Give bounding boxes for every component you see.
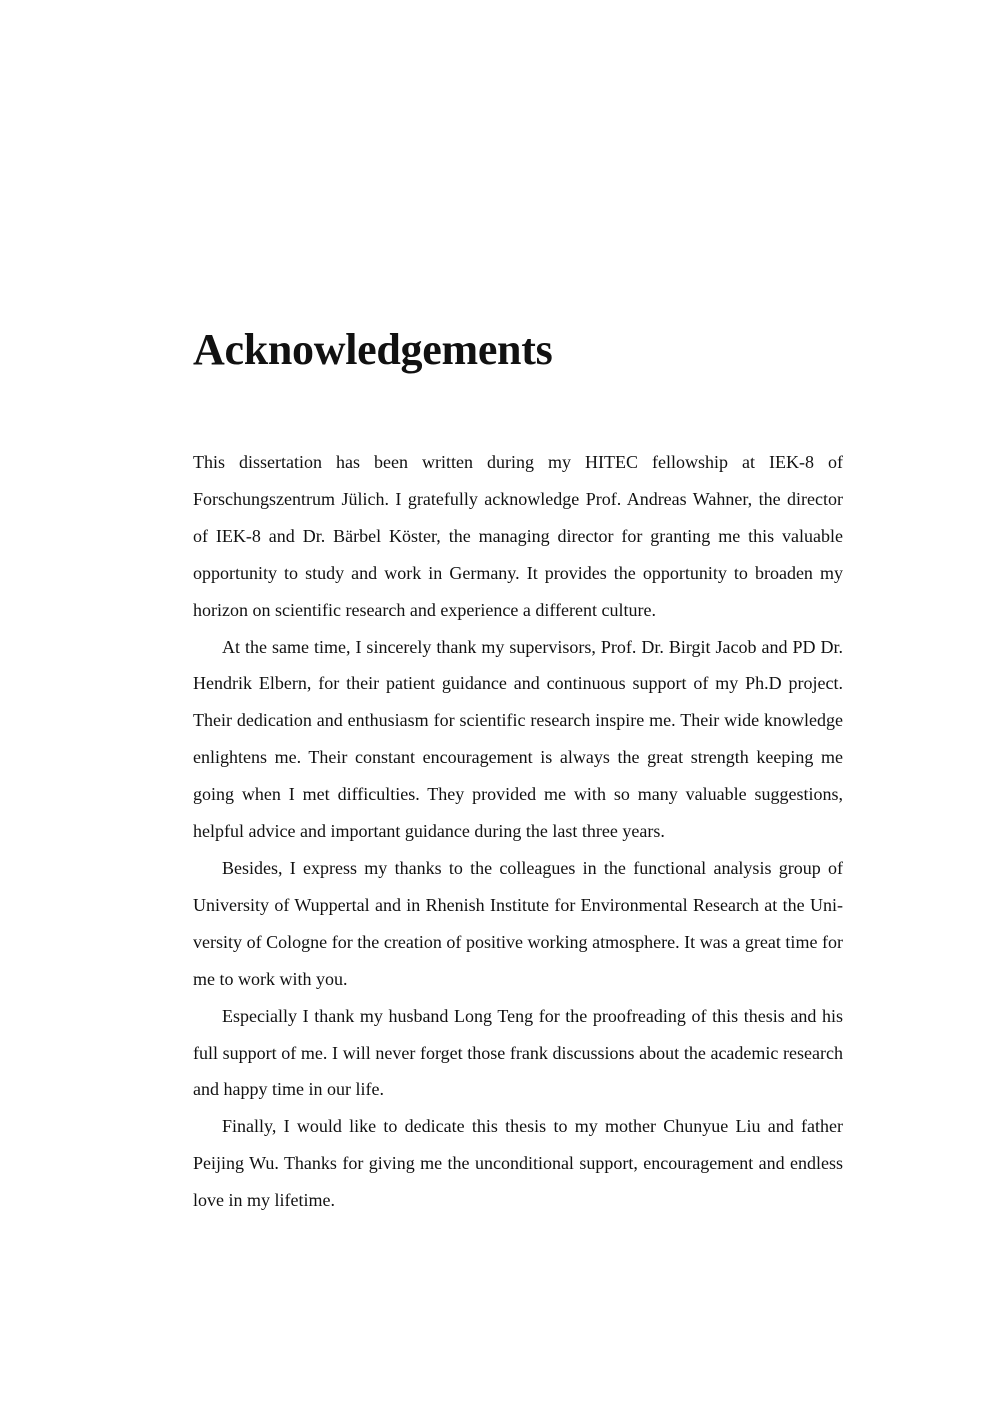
paragraph-3: Besides, I express my thanks to the colleagues in the functional analysis group of University of Wuppertal and in Rhenish Institute for Environmental Research at the University of Cologne for the creation of positive working atmosphere. It was a great time for me to work with you.	[193, 857, 843, 989]
chapter-title: Acknowledgements	[193, 325, 553, 374]
paragraph-1: This dissertation has been written during my HITEC fellowship at IEK-8 of Forschungszentrum Jülich. I gratefully acknowledge Prof. Andreas Wahner, the director of IEK-8 and Dr. Bärbel Köster, the managing director for granting me this valuable opportunity to study and work in Germany. It provides the opportunity to broaden my horizon on scientific research and experience a different culture.	[193, 452, 843, 620]
paragraph-2: At the same time, I sincerely thank my supervisors, Prof. Dr. Birgit Jacob and PD Dr. Hendrik Elbern, for their patient guidance and continuous support of my Ph.D project. Their dedication and enthusiasm for scientific research inspire me. Their wide knowledge enlightens me. Their constant encouragement is always the great strength keeping me going when I met difficulties. They provided me with so many valuable suggestions, helpful advice and important guidance during the last three years.	[193, 636, 843, 842]
acknowledgements-body	[193, 444, 843, 1219]
paragraph-4: Especially I thank my husband Long Teng for the proofreading of this thesis and his full support of me. I will never forget those frank discussions about the academic research and happy time in our life.	[193, 1005, 843, 1100]
paragraph-5: Finally, I would like to dedicate this thesis to my mother Chunyue Liu and father Peijing Wu. Thanks for giving me the unconditional support, encouragement and endless love in my lifetime.	[193, 1116, 843, 1211]
